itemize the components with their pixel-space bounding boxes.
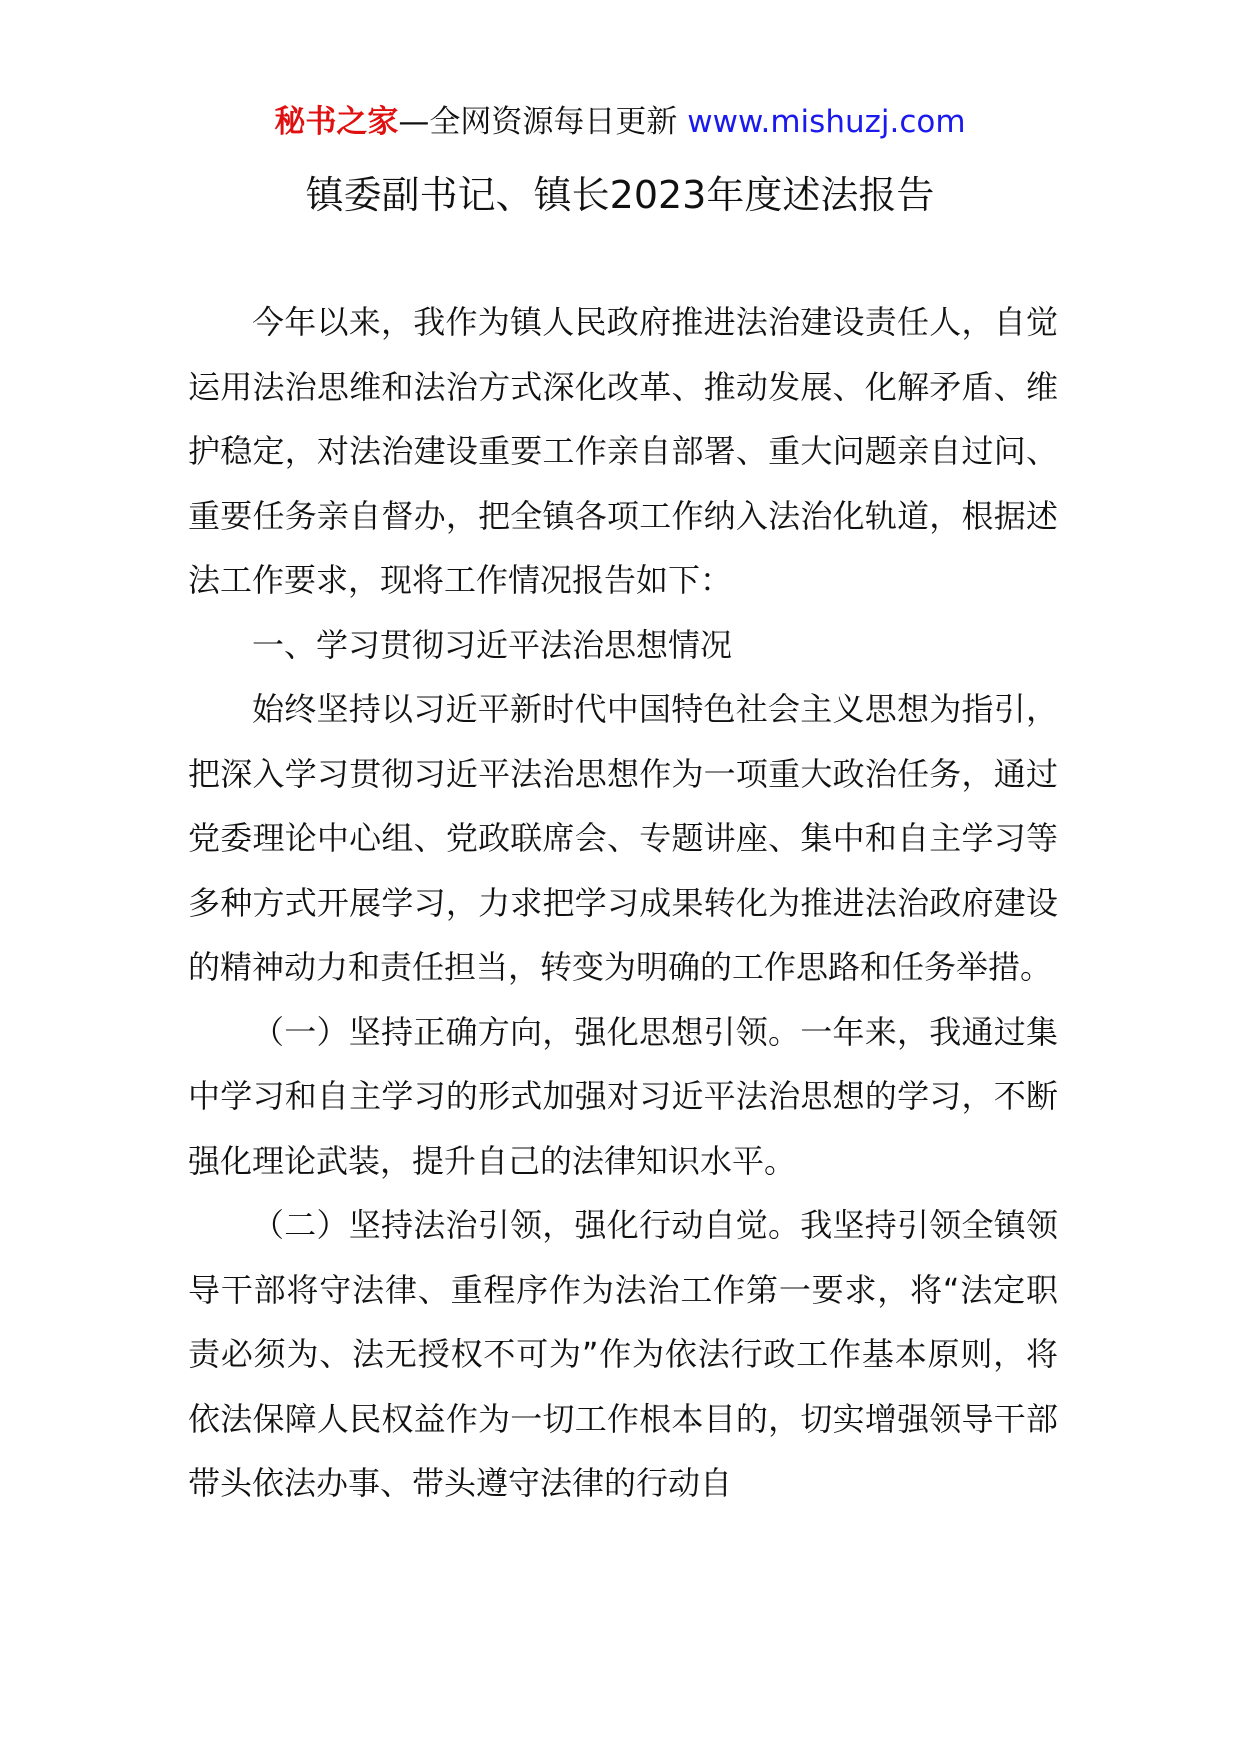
site-header: [0, 100, 1240, 144]
paragraph-intro: 今年以来，我作为镇人民政府推进法治建设责任人，自觉运用法治思维和法治方式深化改革、推动发展、化解矛盾、维护稳定，对法治建设重要工作亲自部署、重大问题亲自过问、重要任务亲自督办，把全镇各项工作纳入法治化轨道，根据述法工作要求，现将工作情况报告如下：: [188, 303, 1058, 599]
document-body: [188, 290, 1058, 1516]
site-slogan: —全网资源每日更新: [398, 104, 678, 140]
site-url-link[interactable]: www.mishuzj.com: [687, 104, 966, 140]
document-title: 镇委副书记、镇长2023年度述法报告: [305, 173, 935, 217]
paragraph-subsection-1: （一）坚持正确方向，强化思想引领。一年来，我通过集中学习和自主学习的形式加强对习近平法治思想的学习，不断强化理论武装，提升自己的法律知识水平。: [188, 1012, 1058, 1180]
paragraph-subsection-2: （二）坚持法治引领，强化行动自觉。我坚持引领全镇领导干部将守法律、重程序作为法治工作第一要求，将“法定职责必须为、法无授权不可为”作为依法行政工作基本原则，将依法保障人民权益作为一切工作根本目的，切实增强领导干部带头依法办事、带头遵守法律的行动自: [188, 1206, 1058, 1502]
site-name: 秘书之家: [274, 104, 399, 140]
section-heading-1: 一、学习贯彻习近平法治思想情况: [252, 625, 733, 664]
paragraph-section-1: 始终坚持以习近平新时代中国特色社会主义思想为指引，把深入学习贯彻习近平法治思想作为一项重大政治任务，通过党委理论中心组、党政联席会、专题讲座、集中和自主学习等多种方式开展学习，力求把学习成果转化为推进法治政府建设的精神动力和责任担当，转变为明确的工作思路和任务举措。: [188, 690, 1058, 986]
